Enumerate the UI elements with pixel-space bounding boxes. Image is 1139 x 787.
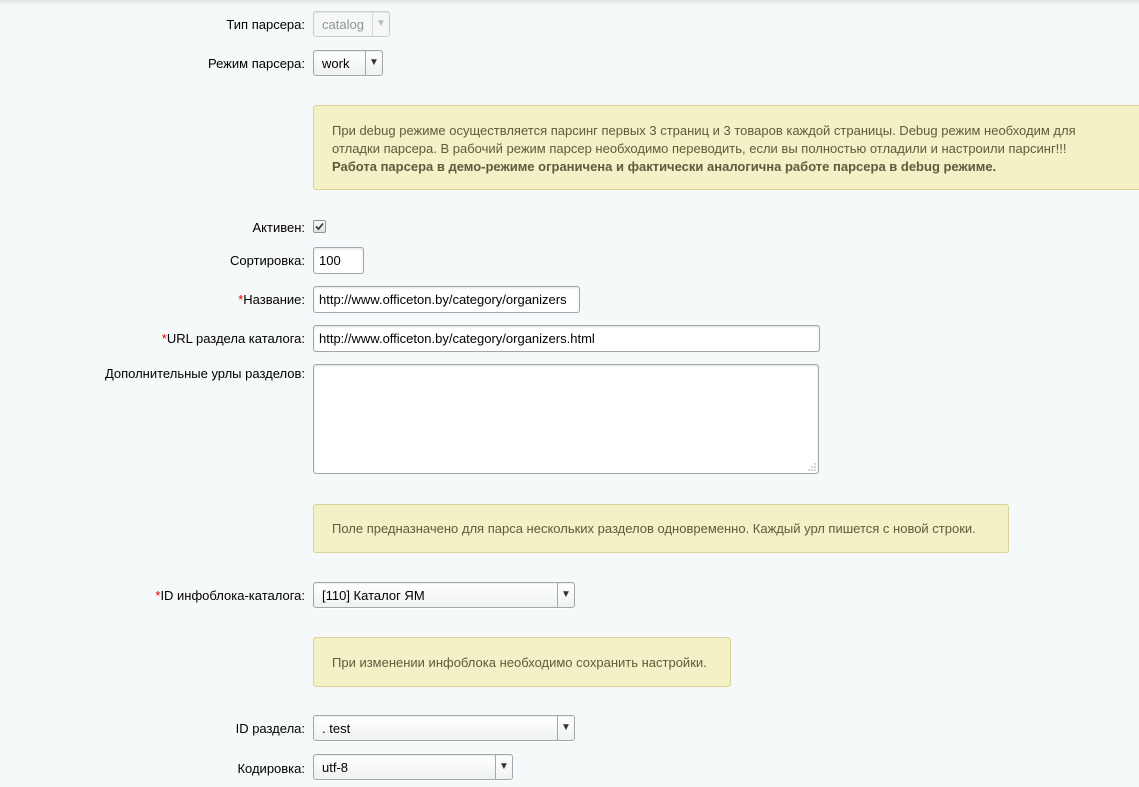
section-id-label: ID раздела: bbox=[235, 721, 305, 736]
active-checkbox[interactable] bbox=[313, 220, 326, 233]
parser-mode-select[interactable] bbox=[313, 50, 383, 76]
parser-mode-value: work bbox=[322, 56, 350, 71]
active-label: Активен: bbox=[252, 220, 305, 235]
checkmark-icon bbox=[314, 221, 325, 232]
chevron-down-icon: ▼ bbox=[372, 12, 389, 36]
iblock-note-text: При изменении инфоблока необходимо сохранить настройки. bbox=[332, 655, 707, 670]
iblock-note bbox=[313, 637, 731, 687]
name-label-text: Название: bbox=[243, 292, 305, 307]
iblock-value: [110] Каталог ЯМ bbox=[322, 588, 425, 603]
name-label bbox=[238, 292, 305, 307]
iblock-select[interactable] bbox=[313, 582, 575, 608]
encoding-value: utf-8 bbox=[322, 760, 349, 775]
encoding-label: Кодировка: bbox=[237, 761, 305, 776]
debug-note-line1: При debug режиме осуществляется парсинг первых 3 страниц и 3 товаров каждой страницы. Debug режим необходим для bbox=[332, 123, 1076, 138]
extra-urls-note bbox=[313, 504, 1009, 553]
sort-label: Сортировка: bbox=[230, 253, 305, 268]
debug-note-warning: Работа парсера в демо-режиме ограничена и фактически аналогична работе парсера в debug режиме. bbox=[332, 159, 997, 174]
name-input[interactable]: http://www.officeton.by/category/organizers bbox=[313, 286, 580, 313]
resize-grip-icon[interactable] bbox=[808, 463, 816, 471]
parser-type-select bbox=[313, 11, 390, 37]
section-id-value: . test bbox=[322, 721, 351, 736]
chevron-down-icon[interactable]: ▼ bbox=[495, 755, 512, 779]
parser-mode-label: Режим парсера: bbox=[208, 56, 305, 71]
debug-note-line2: отладки парсера. В рабочий режим парсер необходимо переводить, если вы полностью отладили и настроили парсинг!!! bbox=[332, 141, 1067, 156]
extra-urls-note-text: Поле предназначено для парса нескольких разделов одновременно. Каждый урл пишется с новой строки. bbox=[332, 521, 976, 536]
required-mark: * bbox=[238, 292, 244, 307]
required-mark: * bbox=[161, 331, 167, 346]
encoding-select[interactable] bbox=[313, 754, 513, 780]
parser-type-value: catalog bbox=[322, 17, 364, 32]
required-mark: * bbox=[155, 588, 161, 603]
sort-input[interactable]: 100 bbox=[313, 247, 364, 274]
catalog-url-label-text: URL раздела каталога: bbox=[166, 331, 305, 346]
section-id-select[interactable] bbox=[313, 715, 575, 741]
parser-type-label: Тип парсера: bbox=[226, 17, 305, 32]
top-shadow bbox=[0, 0, 1139, 5]
chevron-down-icon[interactable]: ▼ bbox=[557, 716, 574, 740]
extra-urls-label: Дополнительные урлы разделов: bbox=[104, 366, 305, 381]
debug-mode-note bbox=[313, 105, 1139, 190]
catalog-url-label bbox=[162, 331, 305, 346]
extra-urls-textarea[interactable] bbox=[313, 364, 819, 474]
chevron-down-icon[interactable]: ▼ bbox=[365, 51, 382, 75]
iblock-label bbox=[155, 588, 305, 603]
iblock-label-text: ID инфоблока-каталога: bbox=[160, 588, 305, 603]
catalog-url-input[interactable]: http://www.officeton.by/category/organizers.html bbox=[313, 325, 820, 352]
chevron-down-icon[interactable]: ▼ bbox=[557, 583, 574, 607]
